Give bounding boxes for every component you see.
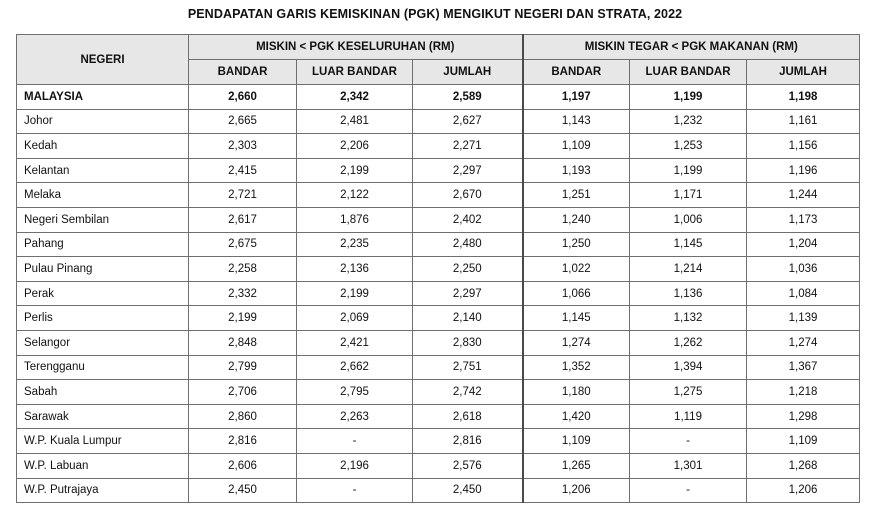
value-cell: 2,670 bbox=[413, 183, 523, 208]
state-name: MALAYSIA bbox=[17, 85, 189, 110]
value-cell: 2,250 bbox=[413, 257, 523, 282]
value-cell: 1,199 bbox=[630, 85, 747, 110]
table-row bbox=[17, 453, 860, 478]
value-cell: 2,742 bbox=[413, 380, 523, 405]
subheader-luar-bandar: LUAR BANDAR bbox=[297, 60, 413, 85]
value-cell: 2,303 bbox=[189, 134, 297, 159]
state-name: Sarawak bbox=[17, 404, 189, 429]
value-cell: 1,109 bbox=[523, 134, 630, 159]
value-cell: 1,240 bbox=[523, 207, 630, 232]
value-cell: 2,199 bbox=[297, 281, 413, 306]
value-cell: 1,876 bbox=[297, 207, 413, 232]
value-cell: 1,132 bbox=[630, 306, 747, 331]
value-cell: 2,481 bbox=[297, 109, 413, 134]
value-cell: 2,660 bbox=[189, 85, 297, 110]
value-cell: 1,268 bbox=[747, 453, 860, 478]
value-cell: 1,251 bbox=[523, 183, 630, 208]
value-cell: 2,618 bbox=[413, 404, 523, 429]
subheader-luar-bandar: LUAR BANDAR bbox=[630, 60, 747, 85]
value-cell: 2,297 bbox=[413, 281, 523, 306]
table-row bbox=[17, 207, 860, 232]
value-cell: 1,136 bbox=[630, 281, 747, 306]
value-cell: 1,352 bbox=[523, 355, 630, 380]
table-title: PENDAPATAN GARIS KEMISKINAN (PGK) MENGIKUT NEGERI DAN STRATA, 2022 bbox=[187, 7, 683, 21]
value-cell: 2,721 bbox=[189, 183, 297, 208]
value-cell: 2,799 bbox=[189, 355, 297, 380]
value-cell: 2,122 bbox=[297, 183, 413, 208]
value-cell: 2,816 bbox=[413, 429, 523, 454]
value-cell: 2,617 bbox=[189, 207, 297, 232]
value-cell: 1,218 bbox=[747, 380, 860, 405]
value-cell: 2,199 bbox=[189, 306, 297, 331]
value-cell: 2,206 bbox=[297, 134, 413, 159]
subheader-bandar: BANDAR bbox=[523, 60, 630, 85]
state-name: Kelantan bbox=[17, 158, 189, 183]
value-cell: 2,196 bbox=[297, 453, 413, 478]
value-cell: 2,140 bbox=[413, 306, 523, 331]
value-cell: 2,706 bbox=[189, 380, 297, 405]
table-row bbox=[17, 232, 860, 257]
subheader-bandar: BANDAR bbox=[189, 60, 297, 85]
value-cell: 1,262 bbox=[630, 330, 747, 355]
value-cell: 1,193 bbox=[523, 158, 630, 183]
state-name: W.P. Kuala Lumpur bbox=[17, 429, 189, 454]
value-cell: 2,606 bbox=[189, 453, 297, 478]
table-row bbox=[17, 109, 860, 134]
value-cell: - bbox=[630, 478, 747, 503]
value-cell: 1,139 bbox=[747, 306, 860, 331]
state-name: Pahang bbox=[17, 232, 189, 257]
value-cell: 2,480 bbox=[413, 232, 523, 257]
value-cell: 1,367 bbox=[747, 355, 860, 380]
value-cell: 1,265 bbox=[523, 453, 630, 478]
value-cell: 1,420 bbox=[523, 404, 630, 429]
value-cell: 1,145 bbox=[523, 306, 630, 331]
table-row bbox=[17, 478, 860, 503]
state-name: Sabah bbox=[17, 380, 189, 405]
value-cell: 1,156 bbox=[747, 134, 860, 159]
value-cell: 1,274 bbox=[747, 330, 860, 355]
value-cell: 1,180 bbox=[523, 380, 630, 405]
value-cell: 1,109 bbox=[747, 429, 860, 454]
table-row-total bbox=[17, 85, 860, 110]
state-name: Negeri Sembilan bbox=[17, 207, 189, 232]
value-cell: 1,084 bbox=[747, 281, 860, 306]
subheader-jumlah: JUMLAH bbox=[413, 60, 523, 85]
header-group-makanan: MISKIN TEGAR < PGK MAKANAN (RM) bbox=[523, 35, 860, 60]
value-cell: 1,196 bbox=[747, 158, 860, 183]
value-cell: - bbox=[297, 478, 413, 503]
state-name: Terengganu bbox=[17, 355, 189, 380]
value-cell: 2,342 bbox=[297, 85, 413, 110]
table-row bbox=[17, 429, 860, 454]
state-name: Pulau Pinang bbox=[17, 257, 189, 282]
subheader-jumlah: JUMLAH bbox=[747, 60, 860, 85]
value-cell: 1,394 bbox=[630, 355, 747, 380]
value-cell: 2,136 bbox=[297, 257, 413, 282]
value-cell: 1,206 bbox=[747, 478, 860, 503]
header-group-keseluruhan: MISKIN < PGK KESELURUHAN (RM) bbox=[189, 35, 523, 60]
value-cell: 2,415 bbox=[189, 158, 297, 183]
value-cell: 1,301 bbox=[630, 453, 747, 478]
value-cell: 2,069 bbox=[297, 306, 413, 331]
value-cell: 1,006 bbox=[630, 207, 747, 232]
value-cell: 2,627 bbox=[413, 109, 523, 134]
value-cell: 2,576 bbox=[413, 453, 523, 478]
value-cell: 2,589 bbox=[413, 85, 523, 110]
state-name: W.P. Putrajaya bbox=[17, 478, 189, 503]
value-cell: 1,206 bbox=[523, 478, 630, 503]
value-cell: 1,173 bbox=[747, 207, 860, 232]
value-cell: 2,263 bbox=[297, 404, 413, 429]
value-cell: 2,848 bbox=[189, 330, 297, 355]
value-cell: - bbox=[297, 429, 413, 454]
value-cell: 1,198 bbox=[747, 85, 860, 110]
value-cell: 2,421 bbox=[297, 330, 413, 355]
state-name: W.P. Labuan bbox=[17, 453, 189, 478]
value-cell: 1,171 bbox=[630, 183, 747, 208]
state-name: Perlis bbox=[17, 306, 189, 331]
table-row bbox=[17, 257, 860, 282]
value-cell: 2,258 bbox=[189, 257, 297, 282]
value-cell: 2,402 bbox=[413, 207, 523, 232]
value-cell: 2,332 bbox=[189, 281, 297, 306]
value-cell: 1,244 bbox=[747, 183, 860, 208]
value-cell: 1,275 bbox=[630, 380, 747, 405]
poverty-line-table bbox=[16, 34, 860, 503]
table-row bbox=[17, 306, 860, 331]
value-cell: 1,232 bbox=[630, 109, 747, 134]
value-cell: 1,199 bbox=[630, 158, 747, 183]
state-name: Selangor bbox=[17, 330, 189, 355]
value-cell: 1,145 bbox=[630, 232, 747, 257]
value-cell: 1,066 bbox=[523, 281, 630, 306]
header-negeri: NEGERI bbox=[17, 35, 189, 85]
value-cell: 1,119 bbox=[630, 404, 747, 429]
state-name: Melaka bbox=[17, 183, 189, 208]
value-cell: 2,665 bbox=[189, 109, 297, 134]
table-row bbox=[17, 158, 860, 183]
value-cell: 1,204 bbox=[747, 232, 860, 257]
value-cell: 2,235 bbox=[297, 232, 413, 257]
value-cell: 1,214 bbox=[630, 257, 747, 282]
value-cell: 2,816 bbox=[189, 429, 297, 454]
value-cell: 2,860 bbox=[189, 404, 297, 429]
value-cell: 2,662 bbox=[297, 355, 413, 380]
value-cell: 2,271 bbox=[413, 134, 523, 159]
table-body bbox=[17, 85, 860, 503]
value-cell: 1,250 bbox=[523, 232, 630, 257]
table-row bbox=[17, 183, 860, 208]
value-cell: 1,253 bbox=[630, 134, 747, 159]
value-cell: 1,161 bbox=[747, 109, 860, 134]
value-cell: 2,675 bbox=[189, 232, 297, 257]
value-cell: 2,450 bbox=[189, 478, 297, 503]
table-row bbox=[17, 380, 860, 405]
value-cell: - bbox=[630, 429, 747, 454]
table-row bbox=[17, 330, 860, 355]
state-name: Perak bbox=[17, 281, 189, 306]
value-cell: 1,036 bbox=[747, 257, 860, 282]
value-cell: 2,199 bbox=[297, 158, 413, 183]
table-row bbox=[17, 355, 860, 380]
value-cell: 1,274 bbox=[523, 330, 630, 355]
value-cell: 2,830 bbox=[413, 330, 523, 355]
state-name: Johor bbox=[17, 109, 189, 134]
value-cell: 2,297 bbox=[413, 158, 523, 183]
value-cell: 2,450 bbox=[413, 478, 523, 503]
value-cell: 1,197 bbox=[523, 85, 630, 110]
table-row bbox=[17, 134, 860, 159]
value-cell: 1,298 bbox=[747, 404, 860, 429]
value-cell: 1,109 bbox=[523, 429, 630, 454]
value-cell: 2,795 bbox=[297, 380, 413, 405]
table-row bbox=[17, 281, 860, 306]
value-cell: 2,751 bbox=[413, 355, 523, 380]
value-cell: 1,143 bbox=[523, 109, 630, 134]
value-cell: 1,022 bbox=[523, 257, 630, 282]
table-row bbox=[17, 404, 860, 429]
state-name: Kedah bbox=[17, 134, 189, 159]
